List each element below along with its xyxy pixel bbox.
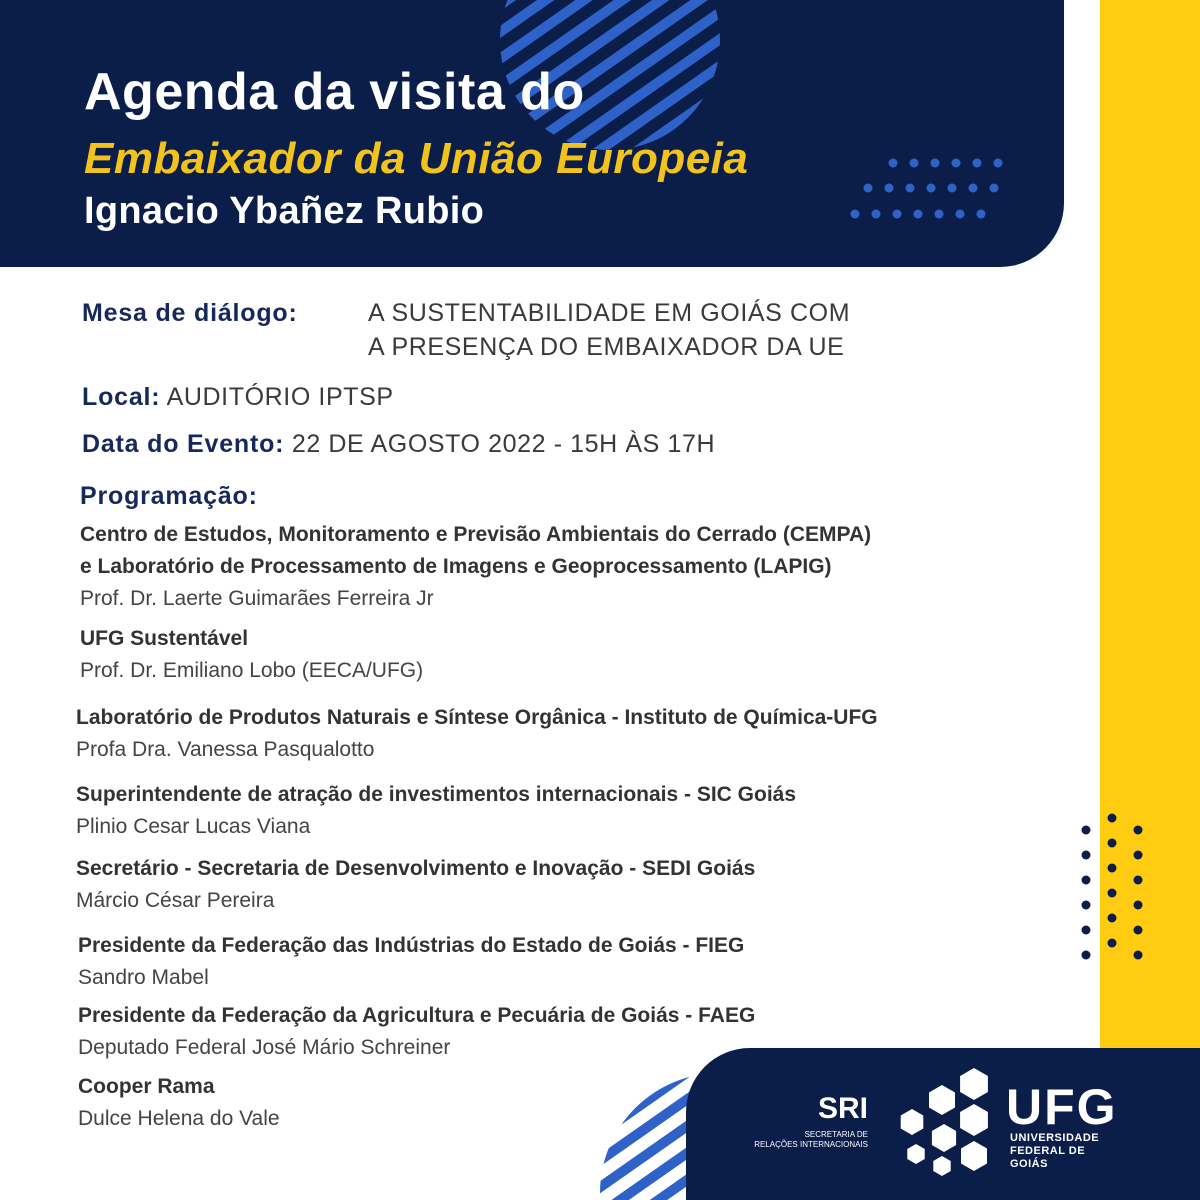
program-item-title: Secretário - Secretaria de Desenvolvimento e Inovação - SEDI Goiás bbox=[76, 857, 756, 880]
program-item-presenter: Dulce Helena do Vale bbox=[78, 1107, 280, 1130]
program-item-title: Cooper Rama bbox=[78, 1075, 215, 1098]
sri-logo-text: SRI bbox=[817, 1092, 868, 1125]
title-line-2: Embaixador da União Europeia bbox=[84, 134, 749, 183]
dialog-value-line-2: A PRESENÇA DO EMBAIXADOR DA UE bbox=[368, 333, 845, 361]
program-item-title: Laboratório de Produtos Naturais e Síntese Orgânica - Instituto de Química-UFG bbox=[76, 706, 878, 729]
program-item-cempa bbox=[80, 519, 871, 615]
header-banner bbox=[0, 0, 1064, 267]
program-item-presenter: Prof. Dr. Laerte Guimarães Ferreira Jr bbox=[80, 587, 434, 610]
sri-name-line-1: SECRETARIA DE bbox=[804, 1130, 868, 1139]
date-value: 22 DE AGOSTO 2022 - 15H ÀS 17H bbox=[291, 430, 716, 458]
program-item-title: Presidente da Federação da Agricultura e Pecuária de Goiás - FAEG bbox=[78, 1004, 756, 1027]
local-info bbox=[82, 380, 394, 414]
local-value: AUDITÓRIO IPTSP bbox=[166, 383, 394, 411]
ufg-logo-text: UFG bbox=[1006, 1079, 1118, 1135]
program-item-presenter: Deputado Federal José Mário Schreiner bbox=[78, 1036, 451, 1059]
program-item-presenter: Plinio Cesar Lucas Viana bbox=[76, 815, 311, 838]
program-item-cooper-rama bbox=[78, 1071, 280, 1135]
ufg-hexagon-cluster-icon bbox=[896, 1066, 1004, 1176]
local-label: Local: bbox=[82, 383, 161, 411]
program-item-quimica bbox=[76, 702, 878, 766]
ufg-full-name bbox=[1010, 1132, 1110, 1171]
title-line-3: Ignacio Ybañez Rubio bbox=[84, 190, 485, 232]
program-item-presenter: Profa Dra. Vanessa Pasqualotto bbox=[76, 738, 375, 761]
program-title: Programação: bbox=[80, 482, 258, 510]
yellow-side-bar bbox=[1100, 0, 1200, 1200]
header-dot-grid-icon bbox=[851, 159, 1003, 219]
ufg-name-line-2: FEDERAL DE GOIÁS bbox=[1010, 1145, 1086, 1170]
program-item-title: Superintendente de atração de investimentos internacionais - SIC Goiás bbox=[76, 783, 797, 806]
dialog-value bbox=[368, 296, 850, 364]
sri-full-name bbox=[736, 1130, 868, 1150]
program-item-fieg bbox=[78, 930, 744, 994]
title-line-1: Agenda da visita do bbox=[84, 63, 585, 121]
program-item-title: UFG Sustentável bbox=[80, 627, 249, 650]
program-item-title-continued: e Laboratório de Processamento de Imagens e Geoprocessamento (LAPIG) bbox=[80, 555, 832, 578]
program-item-title: Presidente da Federação das Indústrias do Estado de Goiás - FIEG bbox=[78, 934, 745, 957]
program-item-title: Centro de Estudos, Monitoramento e Previsão Ambientais do Cerrado (CEMPA) bbox=[80, 523, 872, 546]
dialog-label: Mesa de diálogo: bbox=[82, 299, 298, 327]
date-info bbox=[82, 427, 715, 461]
program-item-presenter: Sandro Mabel bbox=[78, 966, 209, 989]
sri-name-line-2: RELAÇÕES INTERNACIONAIS bbox=[754, 1140, 868, 1149]
program-item-presenter: Márcio César Pereira bbox=[76, 889, 275, 912]
ufg-name-line-1: UNIVERSIDADE bbox=[1010, 1132, 1100, 1144]
program-item-sedi bbox=[76, 853, 755, 917]
program-item-presenter: Prof. Dr. Emiliano Lobo (EECA/UFG) bbox=[80, 659, 424, 682]
date-label: Data do Evento: bbox=[82, 430, 285, 458]
program-item-sic bbox=[76, 779, 796, 843]
dialog-value-line-1: A SUSTENTABILIDADE EM GOIÁS COM bbox=[368, 299, 851, 327]
program-item-ufg-sustentavel bbox=[80, 623, 423, 687]
side-dot-grid-icon bbox=[1074, 808, 1154, 968]
dialog-info bbox=[82, 296, 851, 361]
